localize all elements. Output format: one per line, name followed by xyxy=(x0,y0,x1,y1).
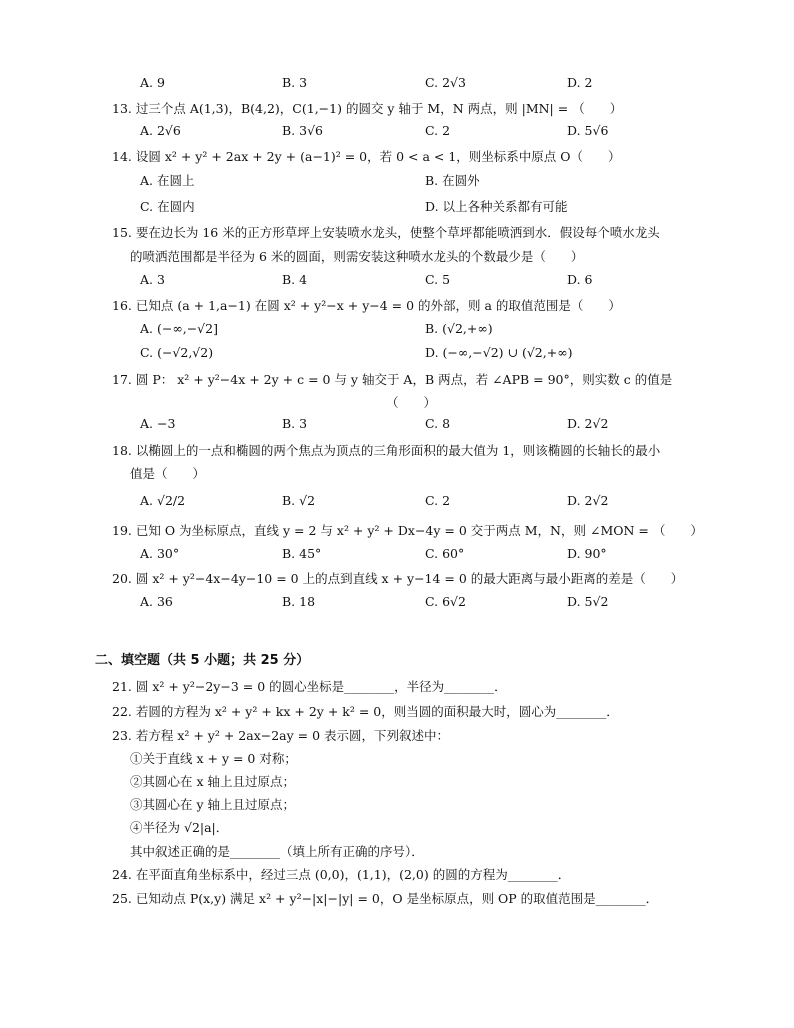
q12-option-a: A. 9 xyxy=(140,75,165,90)
q21-stem: 21. 圆 x² + y²−2y−3 = 0 的圆心坐标是________，半径为________． xyxy=(112,679,507,694)
q20-option-d: D. 5√2 xyxy=(567,594,609,609)
q18-option-d: D. 2√2 xyxy=(567,493,609,508)
q13-option-a: A. 2√6 xyxy=(140,123,181,138)
q24-stem: 24. 在平面直角坐标系中，经过三点 (0,0)，(1,1)，(2,0) 的圆的方程为________． xyxy=(112,867,571,882)
q16-option-c: C. (−√2,√2) xyxy=(140,345,214,360)
q13-stem: 13. 过三个点 A(1,3)，B(4,2)，C(1,−1) 的圆交 y 轴于 M，N 两点，则 |MN| = （ ） xyxy=(112,101,623,116)
q19-option-c: C. 60° xyxy=(425,546,465,561)
q17-option-d: D. 2√2 xyxy=(567,416,609,431)
q18-option-b: B. √2 xyxy=(282,493,316,508)
section-2-title: 二、填空题（共 5 小题；共 25 分） xyxy=(95,653,310,668)
q13-option-d: D. 5√6 xyxy=(567,123,609,138)
q12-option-d: D. 2 xyxy=(567,75,593,90)
q17-option-b: B. 3 xyxy=(282,416,308,431)
q23-tail: 其中叙述正确的是________（填上所有正确的序号）． xyxy=(130,844,424,859)
q13-option-b: B. 3√6 xyxy=(282,123,324,138)
q23-item-4: ④半径为 √2|a|． xyxy=(130,820,229,835)
q19-option-b: B. 45° xyxy=(282,546,322,561)
q18-stem-line1: 18. 以椭圆上的一点和椭圆的两个焦点为顶点的三角形面积的最大值为 1，则该椭圆的长轴长的最小 xyxy=(112,443,661,458)
q15-option-b: B. 4 xyxy=(282,272,308,287)
q12-option-c: C. 2√3 xyxy=(425,75,466,90)
q19-stem: 19. 已知 O 为坐标原点，直线 y = 2 与 x² + y² + Dx−4y = 0 交于两点 M，N，则 ∠MON = （ ） xyxy=(112,523,703,538)
q23-stem: 23. 若方程 x² + y² + 2ax−2ay = 0 表示圆，下列叙述中： xyxy=(112,728,450,743)
q25-stem: 25. 已知动点 P(x,y) 满足 x² + y²−|x|−|y| = 0，O 是坐标原点，则 OP 的取值范围是________． xyxy=(112,891,659,906)
q17-stem-line2: （ ） xyxy=(386,395,437,410)
q13-option-c: C. 2 xyxy=(425,123,451,138)
q20-stem: 20. 圆 x² + y²−4x−4y−10 = 0 上的点到直线 x + y−14 = 0 的最大距离与最小距离的差是（ ） xyxy=(112,571,684,586)
q14-stem: 14. 设圆 x² + y² + 2ax + 2y + (a−1)² = 0，若 0 < a < 1，则坐标系中原点 O（ ） xyxy=(112,149,621,164)
q15-option-a: A. 3 xyxy=(140,272,165,287)
q19-option-d: D. 90° xyxy=(567,546,607,561)
q17-option-c: C. 8 xyxy=(425,416,451,431)
q14-option-a: A. 在圆上 xyxy=(140,173,195,188)
q17-option-a: A. −3 xyxy=(140,416,176,431)
q12-option-b: B. 3 xyxy=(282,75,308,90)
q20-option-c: C. 6√2 xyxy=(425,594,466,609)
q22-stem: 22. 若圆的方程为 x² + y² + kx + 2y + k² = 0，则当圆的面积最大时，圆心为________． xyxy=(112,704,619,719)
q15-stem-line2: 的喷洒范围都是半径为 6 米的圆面，则需安装这种喷水龙头的个数最少是（ ） xyxy=(130,249,584,264)
q20-option-b: B. 18 xyxy=(282,594,316,609)
q14-option-d: D. 以上各种关系都有可能 xyxy=(425,199,568,214)
q19-option-a: A. 30° xyxy=(140,546,180,561)
q18-stem-line2: 值是（ ） xyxy=(130,466,206,481)
q23-item-1: ①关于直线 x + y = 0 对称； xyxy=(130,751,297,766)
q16-option-b: B. (√2,+∞) xyxy=(425,321,493,336)
q14-option-c: C. 在圆内 xyxy=(140,199,195,214)
q16-option-d: D. (−∞,−√2) ∪ (√2,+∞) xyxy=(425,345,573,360)
q17-stem-line1: 17. 圆 P： x² + y²−4x + 2y + c = 0 与 y 轴交于 A，B 两点，若 ∠APB = 90°，则实数 c 的值是 xyxy=(112,372,673,387)
q16-stem: 16. 已知点 (a + 1,a−1) 在圆 x² + y²−x + y−4 = 0 的外部，则 a 的取值范围是（ ） xyxy=(112,298,621,313)
q15-option-c: C. 5 xyxy=(425,272,451,287)
q14-option-b: B. 在圆外 xyxy=(425,173,480,188)
q23-item-3: ③其圆心在 y 轴上且过原点； xyxy=(130,797,296,812)
q15-stem-line1: 15. 要在边长为 16 米的正方形草坪上安装喷水龙头，使整个草坪都能喷洒到水．假设每个喷水龙头 xyxy=(112,225,660,240)
q15-option-d: D. 6 xyxy=(567,272,593,287)
q23-item-2: ②其圆心在 x 轴上且过原点； xyxy=(130,774,295,789)
q20-option-a: A. 36 xyxy=(140,594,173,609)
q18-option-a: A. √2/2 xyxy=(140,493,186,508)
q18-option-c: C. 2 xyxy=(425,493,451,508)
q16-option-a: A. (−∞,−√2] xyxy=(140,321,218,336)
